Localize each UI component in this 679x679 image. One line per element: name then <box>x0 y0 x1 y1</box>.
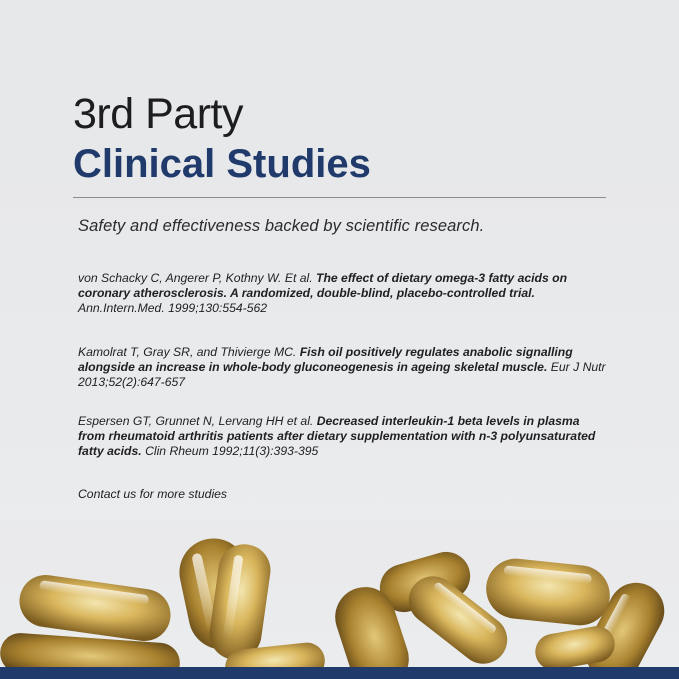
reference-authors: Kamolrat T, Gray SR, and Thivierge MC. <box>78 345 297 359</box>
fish-oil-capsules-image <box>0 520 679 667</box>
title-line-clinical-studies: Clinical Studies <box>73 142 371 186</box>
reference-journal: Eur J Nutr 2013;52(2):647-657 <box>78 360 606 389</box>
reference-title: Fish oil positively regulates anabolic signalling alongside an increase in whole-body gluconeogenesis in ageing skeletal muscle. <box>78 345 573 374</box>
reference-item <box>78 345 608 390</box>
reference-title: The effect of dietary omega-3 fatty acids on coronary atherosclerosis. A randomized, double-blind, placebo-controlled trial. <box>78 271 568 300</box>
reference-item <box>78 414 608 459</box>
reference-title: Decreased interleukin-1 beta levels in plasma from rheumatoid arthritis patients after dietary supplementation with n-3 polyunsaturated fatty acids. <box>78 414 596 458</box>
reference-authors: Espersen GT, Grunnet N, Lervang HH et al. <box>78 414 314 428</box>
reference-item <box>78 271 608 316</box>
title-divider <box>73 197 606 198</box>
title-line-3rd-party: 3rd Party <box>73 90 243 138</box>
reference-journal: Ann.Intern.Med. 1999;130:554-562 <box>78 301 268 315</box>
reference-journal: Clin Rheum 1992;11(3):393-395 <box>145 444 319 458</box>
contact-link[interactable]: Contact us for more studies <box>78 487 228 501</box>
reference-authors: von Schacky C, Angerer P, Kothny W. Et al. <box>78 271 313 285</box>
subtitle: Safety and effectiveness backed by scientific research. <box>78 217 485 235</box>
bottom-brand-bar <box>0 667 679 679</box>
page-title <box>73 90 371 188</box>
